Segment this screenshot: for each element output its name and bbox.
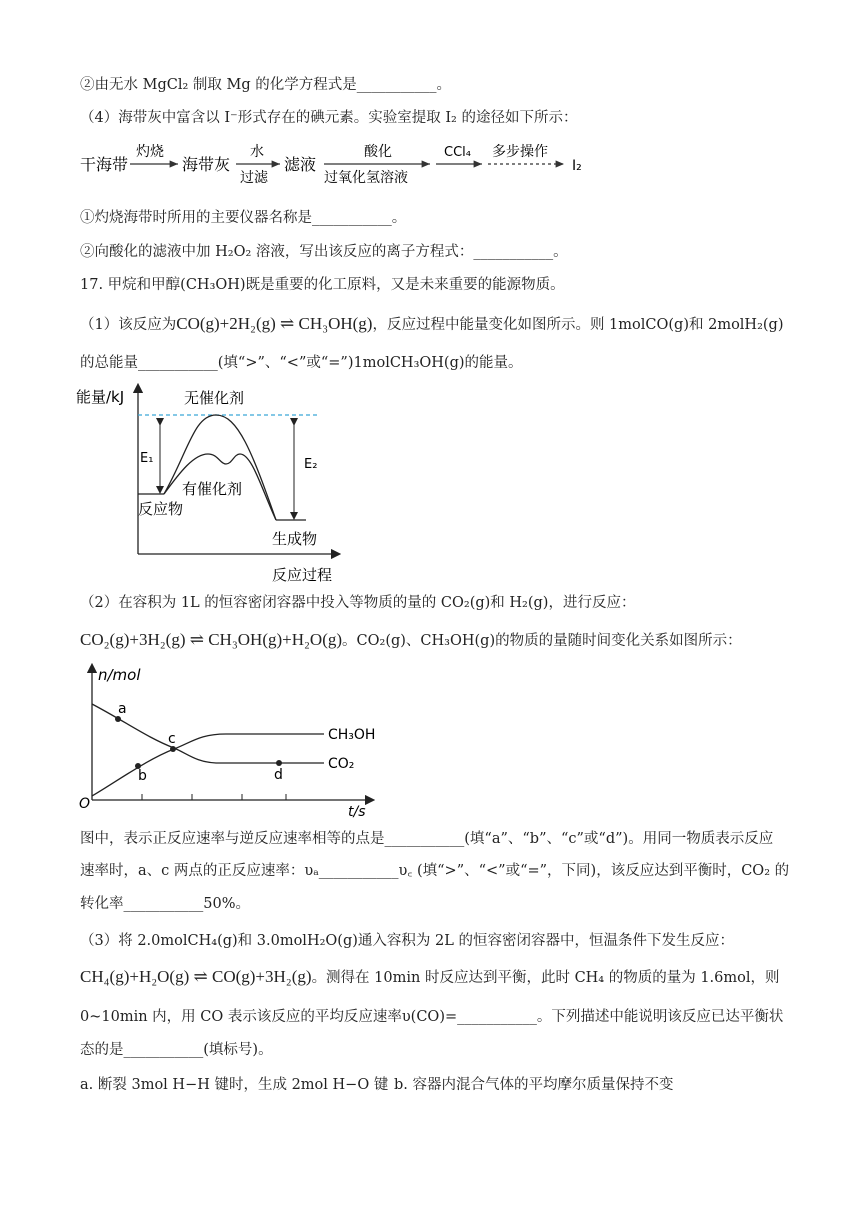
q17-2-text2: 速率时，a、c 两点的正反应速率：υₐ___________υ꜀ (填“>”、“<”或“=”，下同)，该反应达到平衡时，CO₂ 的 bbox=[80, 863, 790, 879]
flow-step-dry-kelp: 干海带 bbox=[80, 155, 129, 174]
q17-2-text1: 图中，表示正反应速率与逆反应速率相等的点是___________(填“a”、“b”、“c”或“d”)。用同一物质表示反应 bbox=[80, 831, 774, 847]
energy-diagram bbox=[76, 382, 366, 588]
point-d bbox=[276, 760, 282, 766]
q17-1-line2: 的总能量___________(填“>”、“<”或“=”)1molCH₃OH(g)的能量。 bbox=[80, 355, 523, 371]
flow-step-iodine: I₂ bbox=[572, 158, 582, 174]
flow-label-acidify: 酸化 bbox=[364, 144, 392, 160]
q17-3-intro: （3）将 2.0molCH₄(g)和 3.0molH₂O(g)通入容积为 2L 的恒容密闭容器中，恒温条件下发生反应： bbox=[80, 933, 734, 949]
flow-step-kelp-ash: 海带灰 bbox=[182, 155, 231, 174]
q4-2: ②向酸化的滤液中加 H₂O₂ 溶液，写出该反应的离子方程式：___________。 bbox=[80, 244, 568, 260]
point-b-label: b bbox=[138, 768, 147, 784]
reactant-label: 反应物 bbox=[138, 500, 184, 518]
chart-xlabel: t/s bbox=[348, 804, 366, 820]
q17-3-text1: 0~10min 内，用 CO 表示该反应的平均反应速率υ(CO)=___________。下列描述中能说明该反应已达平衡状 bbox=[80, 1009, 784, 1025]
q17-intro: 17. 甲烷和甲醇(CH₃OH)既是重要的化工原料，又是未来重要的能源物质。 bbox=[80, 277, 565, 293]
e1-label: E₁ bbox=[140, 451, 154, 466]
q17-2-intro: （2）在容积为 1L 的恒容密闭容器中投入等物质的量的 CO₂(g)和 H₂(g)，进行反应： bbox=[80, 595, 636, 611]
q17-2-text3: 转化率___________50%。 bbox=[80, 896, 250, 912]
q4-1: ①灼烧海带时所用的主要仪器名称是___________。 bbox=[80, 210, 407, 226]
series-ch3oh-label: CH₃OH bbox=[328, 727, 376, 743]
energy-xlabel: 反应过程 bbox=[272, 566, 333, 584]
flow-label-filter: 过滤 bbox=[240, 170, 268, 186]
point-a-label: a bbox=[118, 701, 127, 717]
series-ch3oh-line bbox=[92, 734, 324, 796]
with-catalyst-label: 有催化剂 bbox=[182, 480, 243, 498]
flow-step-filtrate: 滤液 bbox=[284, 155, 317, 174]
series-co2-label: CO₂ bbox=[328, 756, 355, 772]
mol-time-chart bbox=[76, 662, 396, 820]
q-mgcl2-line: ②由无水 MgCl₂ 制取 Mg 的化学方程式是___________。 bbox=[80, 77, 451, 93]
iodine-flow-diagram bbox=[78, 138, 598, 190]
flow-label-burn: 灼烧 bbox=[136, 144, 164, 160]
chart-ylabel: n/mol bbox=[98, 666, 141, 684]
flow-label-water: 水 bbox=[250, 144, 264, 160]
q17-3-text2: 态的是___________(填标号)。 bbox=[80, 1042, 273, 1058]
flow-label-multistep: 多步操作 bbox=[492, 144, 548, 160]
chart-origin: O bbox=[79, 796, 91, 812]
product-label: 生成物 bbox=[272, 530, 318, 548]
option-a: a. 断裂 3mol H−H 键时，生成 2mol H−O 键 bbox=[80, 1077, 389, 1093]
q17-3-equation-line: CH₄(g)+H₂O(g) ⇌ CO(g)+3H₂(g)。测得在 10min 时反应达到平衡，此时 CH₄ 的物质的量为 1.6mol，则 bbox=[80, 967, 780, 986]
flow-label-h2o2: 过氧化氢溶液 bbox=[324, 170, 408, 186]
q17-2-equation-line: CO₂(g)+3H₂(g) ⇌ CH₃OH(g)+H₂O(g)。CO₂(g)、CH₃OH(g)的物质的量随时间变化关系如图所示： bbox=[80, 630, 742, 649]
point-c-label: c bbox=[168, 731, 176, 747]
energy-ylabel: 能量/kJ bbox=[76, 388, 125, 406]
flow-label-ccl4: CCl₄ bbox=[444, 145, 471, 160]
energy-no-catalyst-label: 无催化剂 bbox=[184, 389, 245, 407]
point-d-label: d bbox=[274, 767, 283, 783]
q4-intro: （4）海带灰中富含以 I⁻形式存在的碘元素。实验室提取 I₂ 的途径如下所示： bbox=[80, 110, 578, 126]
q17-1-line1: （1）该反应为CO(g)+2H₂(g) ⇌ CH₃OH(g)，反应过程中能量变化如图所示。则 1molCO(g)和 2molH₂(g) bbox=[80, 314, 784, 333]
e2-label: E₂ bbox=[304, 457, 318, 472]
option-b: b. 容器内混合气体的平均摩尔质量保持不变 bbox=[394, 1077, 674, 1093]
